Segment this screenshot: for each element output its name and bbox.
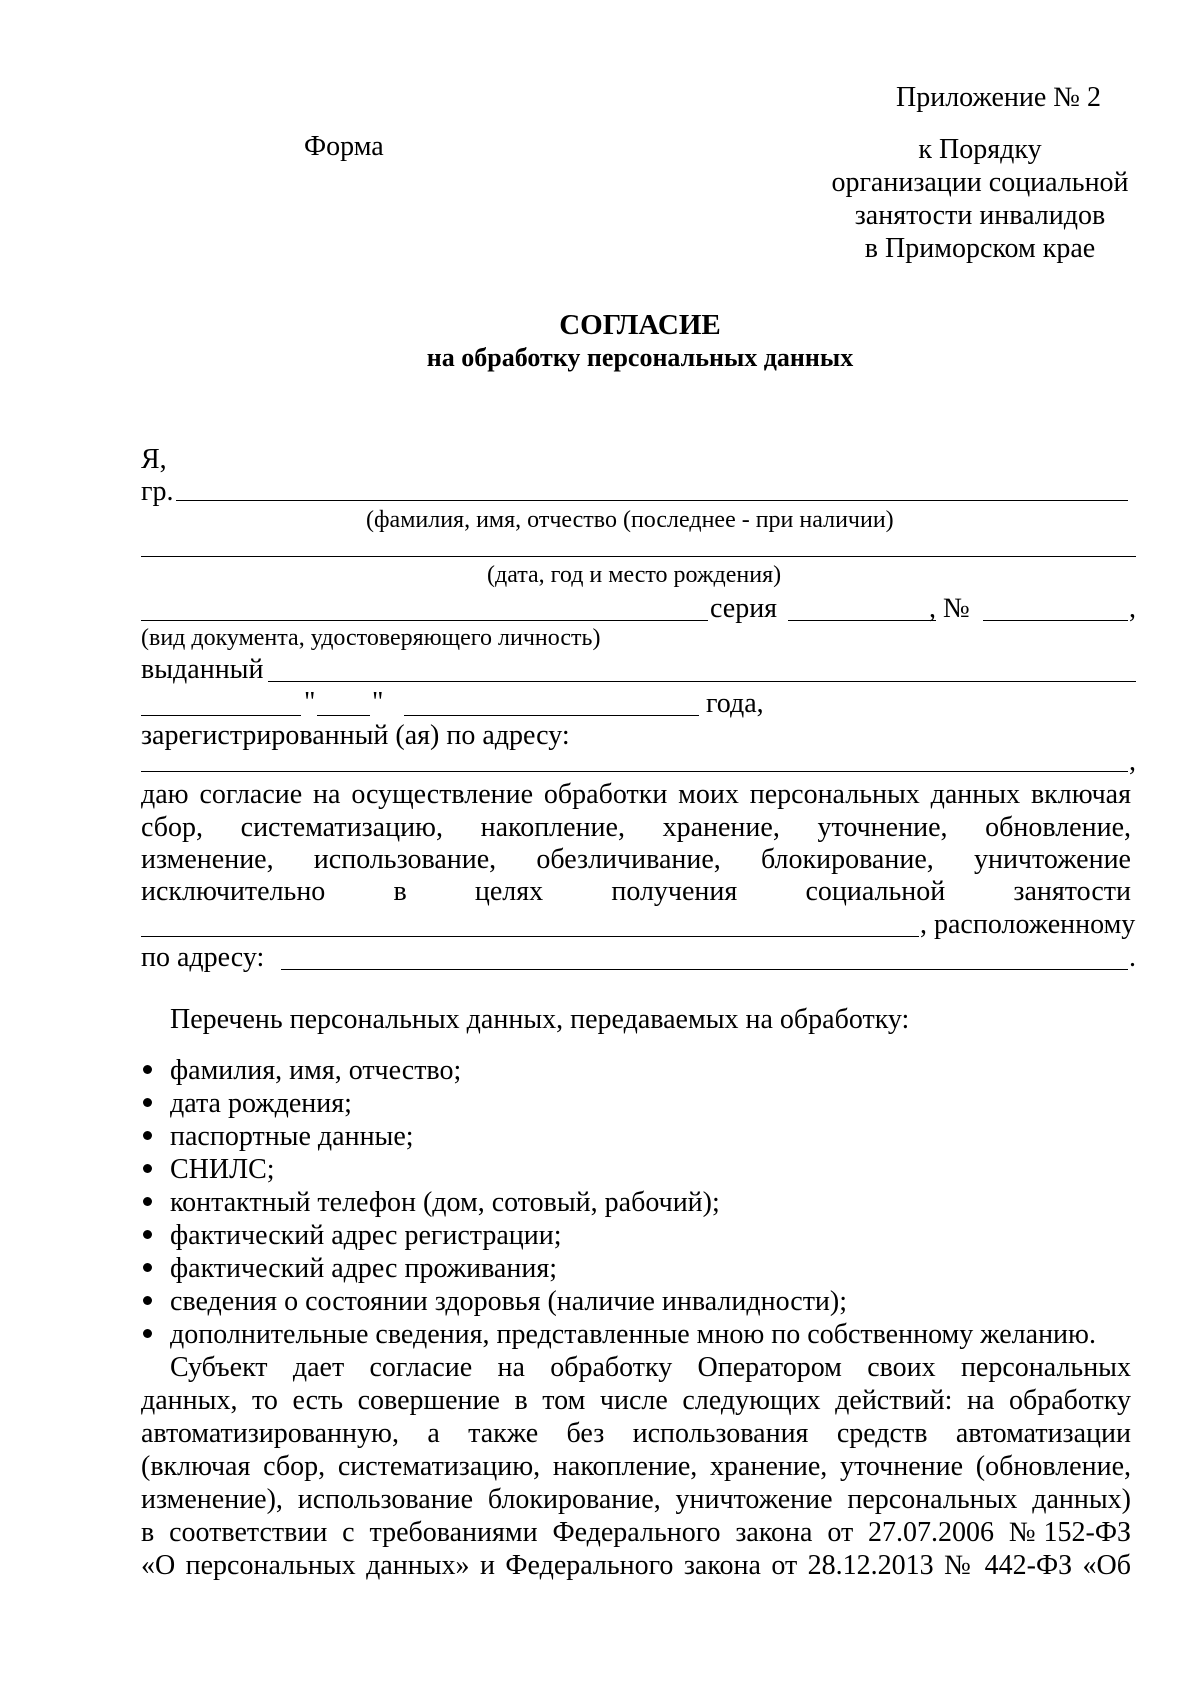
bullet-icon [143, 1098, 152, 1107]
bullet-icon [143, 1230, 152, 1239]
document-subtitle: на обработку персональных данных [426, 343, 854, 372]
organization-field-line[interactable] [141, 936, 919, 937]
quote-open: " [304, 687, 316, 718]
paragraph-line: «О персональных данных» и Федерального закона от 28.12.2013 № 442-ФЗ «Об [141, 1550, 1131, 1581]
registered-label: зарегистрированный (ая) по адресу: [141, 720, 570, 751]
birth-caption: (дата, год и место рождения) [487, 562, 782, 588]
list-item: фактический адрес регистрации; [170, 1220, 562, 1251]
appendix-line: к Порядку [918, 134, 1042, 165]
consent-line: даю согласие на осуществление обработки моих персональных данных включая [141, 779, 1131, 810]
bullet-icon [143, 1197, 152, 1206]
form-label: Форма [304, 131, 384, 162]
consent-line: исключительно в целях получения социальной занятости [141, 876, 1131, 907]
appendix-label: Приложение № 2 [896, 82, 1101, 113]
registration-address-field-line[interactable] [141, 771, 1128, 772]
period: . [1129, 942, 1136, 973]
list-item: паспортные данные; [170, 1121, 414, 1152]
consent-line: изменение, использование, обезличивание, блокирование, уничтожение [141, 844, 1131, 875]
ya-label: Я, [141, 444, 167, 475]
appendix-line: в Приморском крае [864, 233, 1096, 264]
list-item: дата рождения; [170, 1088, 352, 1119]
paragraph-line: данных, то есть совершение в том числе следующих действий: на обработку [141, 1385, 1131, 1416]
bullet-icon [143, 1263, 152, 1272]
birth-field-line[interactable] [141, 556, 1136, 557]
list-item: фамилия, имя, отчество; [170, 1055, 462, 1086]
appendix-line: организации социальной [831, 167, 1129, 198]
list-item: контактный телефон (дом, сотовый, рабочий); [170, 1187, 720, 1218]
bullet-icon [143, 1131, 152, 1140]
list-item: сведения о состоянии здоровья (наличие инвалидности); [170, 1286, 848, 1317]
paragraph-line: в соответствии с требованиями Федерального закона от 27.07.2006 №152-ФЗ [141, 1517, 1131, 1548]
issued-month-field-line[interactable] [404, 715, 699, 716]
issued-label: выданный [141, 654, 264, 685]
year-label: года, [706, 688, 764, 719]
appendix-reference [810, 133, 1150, 265]
comma: , [1129, 593, 1136, 624]
document-caption: (вид документа, удостоверяющего личность) [141, 625, 601, 651]
comma: , [1129, 746, 1136, 777]
fio-caption: (фамилия, имя, отчество (последнее - при наличии) [366, 507, 894, 533]
appendix-line: занятости инвалидов [854, 200, 1106, 231]
bullet-icon [143, 1164, 152, 1173]
citizen-label: гр. [141, 476, 174, 507]
number-field-line[interactable] [983, 620, 1128, 621]
issued-by-field-line[interactable] [268, 681, 1136, 682]
series-label: серия [710, 593, 778, 624]
address-label: по адресу: [141, 942, 265, 973]
bullet-icon [143, 1329, 152, 1338]
paragraph-line: изменение), использование блокирование, уничтожение персональных данных) [141, 1484, 1131, 1515]
located-label: , расположенному [920, 909, 1136, 940]
paragraph-line: Субъект дает согласие на обработку Оператором своих персональных [170, 1352, 1131, 1383]
bullet-icon [143, 1296, 152, 1305]
paragraph-line: (включая сбор, систематизацию, накопление, хранение, уточнение (обновление, [141, 1451, 1131, 1482]
number-label: , № [929, 593, 970, 624]
bullet-icon [143, 1065, 152, 1074]
series-field-line[interactable] [788, 620, 936, 621]
list-intro: Перечень персональных данных, передаваемых на обработку: [170, 1004, 910, 1035]
issued-place-field-line[interactable] [141, 715, 301, 716]
organization-address-field-line[interactable] [281, 969, 1128, 970]
list-item: СНИЛС; [170, 1154, 275, 1185]
fio-field-line[interactable] [176, 500, 1128, 501]
issued-day-field-line[interactable] [317, 715, 370, 716]
list-item: дополнительные сведения, представленные мною по собственному желанию. [170, 1319, 1096, 1350]
consent-line: сбор, систематизацию, накопление, хранение, уточнение, обновление, [141, 812, 1131, 843]
paragraph-line: автоматизированную, а также без использования средств автоматизации [141, 1418, 1131, 1449]
quote-close: " [372, 687, 384, 718]
list-item: фактический адрес проживания; [170, 1253, 557, 1284]
document-title: СОГЛАСИЕ [559, 309, 721, 341]
document-type-field-line[interactable] [141, 620, 708, 621]
